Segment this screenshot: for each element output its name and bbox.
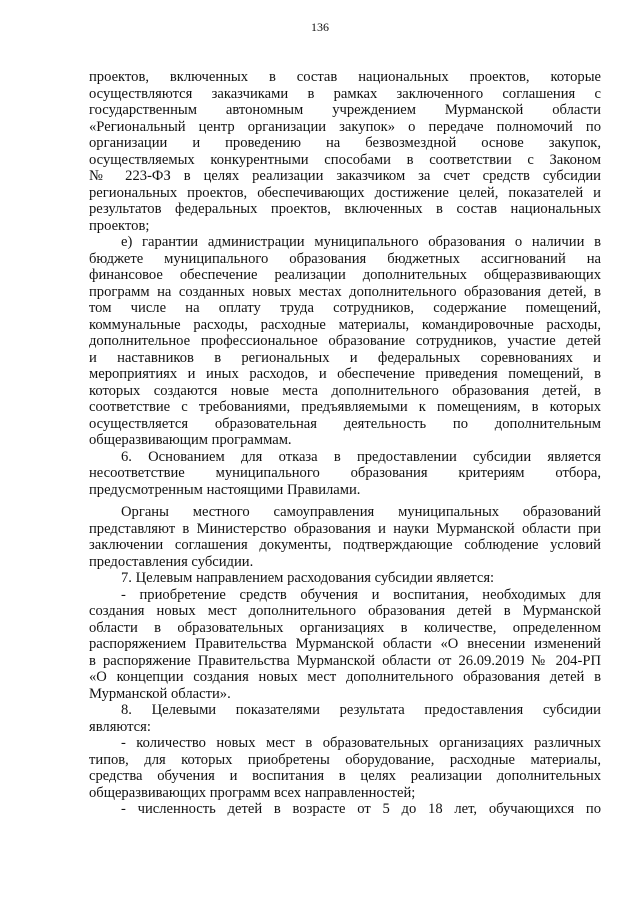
page-number: 136 <box>311 20 329 34</box>
text-line: «Региональный центр организации закупок» о передаче полномочий по <box>89 118 601 135</box>
text-line: представляют в Министерство образования и науки Мурманской области при <box>89 520 601 537</box>
text-line: - количество новых мест в образовательных организациях различных <box>121 735 601 751</box>
document-body <box>89 69 601 818</box>
text-line: № 223-ФЗ в целях реализации заказчиком за счет средств субсидии <box>89 168 601 184</box>
text-line: «О концепции создания новых мест дополнительного образования детей в <box>89 669 601 685</box>
text-line: региональных проектов, обеспечивающих достижение целей, показателей и <box>89 184 601 201</box>
text-line: предоставления субсидии. <box>89 553 254 570</box>
text-line: организации и проведению на безвозмездной основе закупок, <box>89 135 601 151</box>
text-line: осуществляются заказчиками в рамках заключенного соглашения с <box>89 85 601 102</box>
text-line: создания новых мест дополнительного образования детей в Мурманской <box>89 603 601 619</box>
text-line: соответствие с требованиями, предъявляемыми к помещениям, в которых <box>89 399 601 415</box>
text-line: проектов; <box>89 217 150 234</box>
text-line: - приобретение средств обучения и воспитания, необходимых для <box>121 586 601 603</box>
text-line: программ на созданных новых местах дополнительного образования детей, в <box>89 283 601 300</box>
text-line: результатов федеральных проектов, включенных в состав национальных <box>89 201 601 217</box>
text-line: предусмотренным настоящими Правилами. <box>89 481 361 498</box>
text-line: мероприятиях и иных расходов, и обеспечение приведения помещений, в <box>89 366 601 382</box>
text-line: дополнительное профессиональное образование сотрудников, участие детей <box>89 333 601 349</box>
text-line: осуществляемых конкурентными способами в соответствии с Законом <box>89 151 601 168</box>
text-line: заключении соглашения документы, подтверждающие соблюдение условий <box>89 537 601 553</box>
text-line: - численность детей в возрасте от 5 до 18 лет, обучающихся по <box>121 801 601 817</box>
text-line: Органы местного самоуправления муниципальных образований <box>121 504 601 520</box>
text-line: 7. Целевым направлением расходования субсидии является: <box>121 570 495 586</box>
text-line: распоряжением Правительства Мурманской области «О внесении изменений <box>89 636 601 652</box>
text-line: государственным автономным учреждением Мурманской области <box>89 102 601 118</box>
text-line: е) гарантии администрации муниципального образования о наличии в <box>121 234 601 250</box>
text-line: в распоряжение Правительства Мурманской области от 26.09.2019 № 204-РП <box>89 652 601 669</box>
text-line: 8. Целевыми показателями результата предоставления субсидии <box>121 702 601 718</box>
text-line: проектов, включенных в состав национальных проектов, которые <box>89 69 601 85</box>
text-line: бюджете муниципального образования бюджетных ассигнований на <box>89 250 601 267</box>
text-line: коммунальные расходы, расходные материалы, командировочные расходы, <box>89 316 601 333</box>
text-line: области в образовательных организациях в количестве, определенном <box>89 619 601 636</box>
text-line: несоответствие муниципального образования критериям отбора, <box>89 465 601 481</box>
text-line: средства обучения и воспитания в целях реализации дополнительных <box>89 768 601 784</box>
text-line: которых создаются новые места дополнительного образования детей, в <box>89 382 601 399</box>
text-line: типов, для которых приобретены оборудование, расходные материалы, <box>89 751 601 768</box>
text-line: общеразвивающих программ всех направленностей; <box>89 784 416 801</box>
text-line: том числе на оплату труда сотрудников, содержание помещений, <box>89 300 601 316</box>
text-line: Мурманской области». <box>89 685 231 702</box>
text-line: осуществляется образовательная деятельность по дополнительным <box>89 415 601 432</box>
text-line: финансовое обеспечение реализации дополнительных общеразвивающих <box>89 267 601 283</box>
text-line: являются: <box>89 718 151 735</box>
text-line: общеразвивающим программам. <box>89 432 292 448</box>
text-line: 6. Основанием для отказа в предоставлении субсидии является <box>121 448 601 465</box>
text-line: и наставников в региональных и федеральных соревнованиях и <box>89 349 601 366</box>
